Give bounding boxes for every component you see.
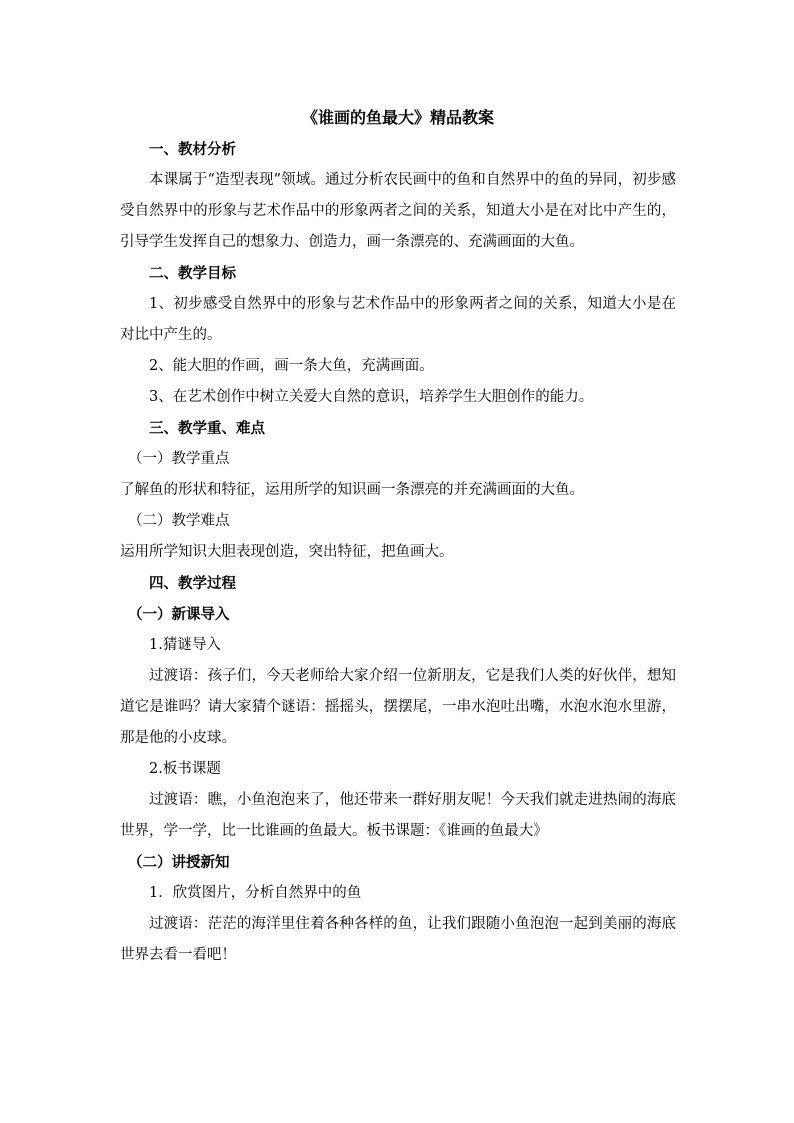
paragraph: 2.板书课题 bbox=[149, 761, 221, 777]
subsection-heading: （一）新课导入 bbox=[128, 606, 230, 623]
paragraph: 运用所学知识大胆表现创造，突出特征，把鱼画大。 bbox=[120, 544, 454, 560]
section-heading-3: 三、教学重、难点 bbox=[149, 420, 265, 437]
document-title: 《谁画的鱼最大》精品教案 bbox=[301, 108, 494, 127]
subsection-heading: （二）讲授新知 bbox=[128, 854, 230, 871]
subsection-heading: （一）教学重点 bbox=[128, 451, 230, 467]
paragraph: 1.猜谜导入 bbox=[149, 637, 221, 653]
paragraph: 1．欣赏图片，分析自然界中的鱼 bbox=[149, 885, 362, 901]
paragraph: 本课属于“造型表现”领域。通过分析农民画中的鱼和自然界中的鱼的异同，初步感受自然界中的形象与艺术作品中的形象两者之间的关系，知道大小是在对比中产生的，引导学生发挥自己的想象力、创造力，画一条漂亮的、充满画面的大鱼。 bbox=[120, 172, 676, 250]
paragraph: 过渡语：茫茫的海洋里住着各种各样的鱼，让我们跟随小鱼泡泡一起到美丽的海底世界去看一看吧！ bbox=[120, 916, 676, 963]
section-heading-4: 四、教学过程 bbox=[149, 575, 236, 592]
paragraph: 过渡语：瞧，小鱼泡泡来了，他还带来一群好朋友呢！今天我们就走进热闹的海底世界，学一学，比一比谁画的鱼最大。板书课题：《谁画的鱼最大》 bbox=[120, 792, 676, 839]
paragraph: 2、能大胆的作画，画一条大鱼，充满画面。 bbox=[149, 358, 434, 374]
section-heading-2: 二、教学目标 bbox=[149, 265, 236, 282]
document-body bbox=[120, 102, 676, 971]
subsection-heading: （二）教学难点 bbox=[128, 513, 230, 529]
paragraph: 了解鱼的形状和特征，运用所学的知识画一条漂亮的并充满画面的大鱼。 bbox=[120, 482, 584, 498]
section-heading-1: 一、教材分析 bbox=[149, 141, 236, 158]
paragraph: 3、在艺术创作中树立关爱大自然的意识，培养学生大胆创作的能力。 bbox=[149, 389, 594, 405]
paragraph: 过渡语：孩子们，今天老师给大家介绍一位新朋友，它是我们人类的好伙伴，想知道它是谁吗？请大家猜个谜语：摇摇头，摆摆尾，一串水泡吐出嘴，水泡水泡水里游，那是他的小皮球。 bbox=[120, 668, 676, 746]
paragraph: 1、初步感受自然界中的形象与艺术作品中的形象两者之间的关系，知道大小是在对比中产生的。 bbox=[120, 296, 676, 343]
